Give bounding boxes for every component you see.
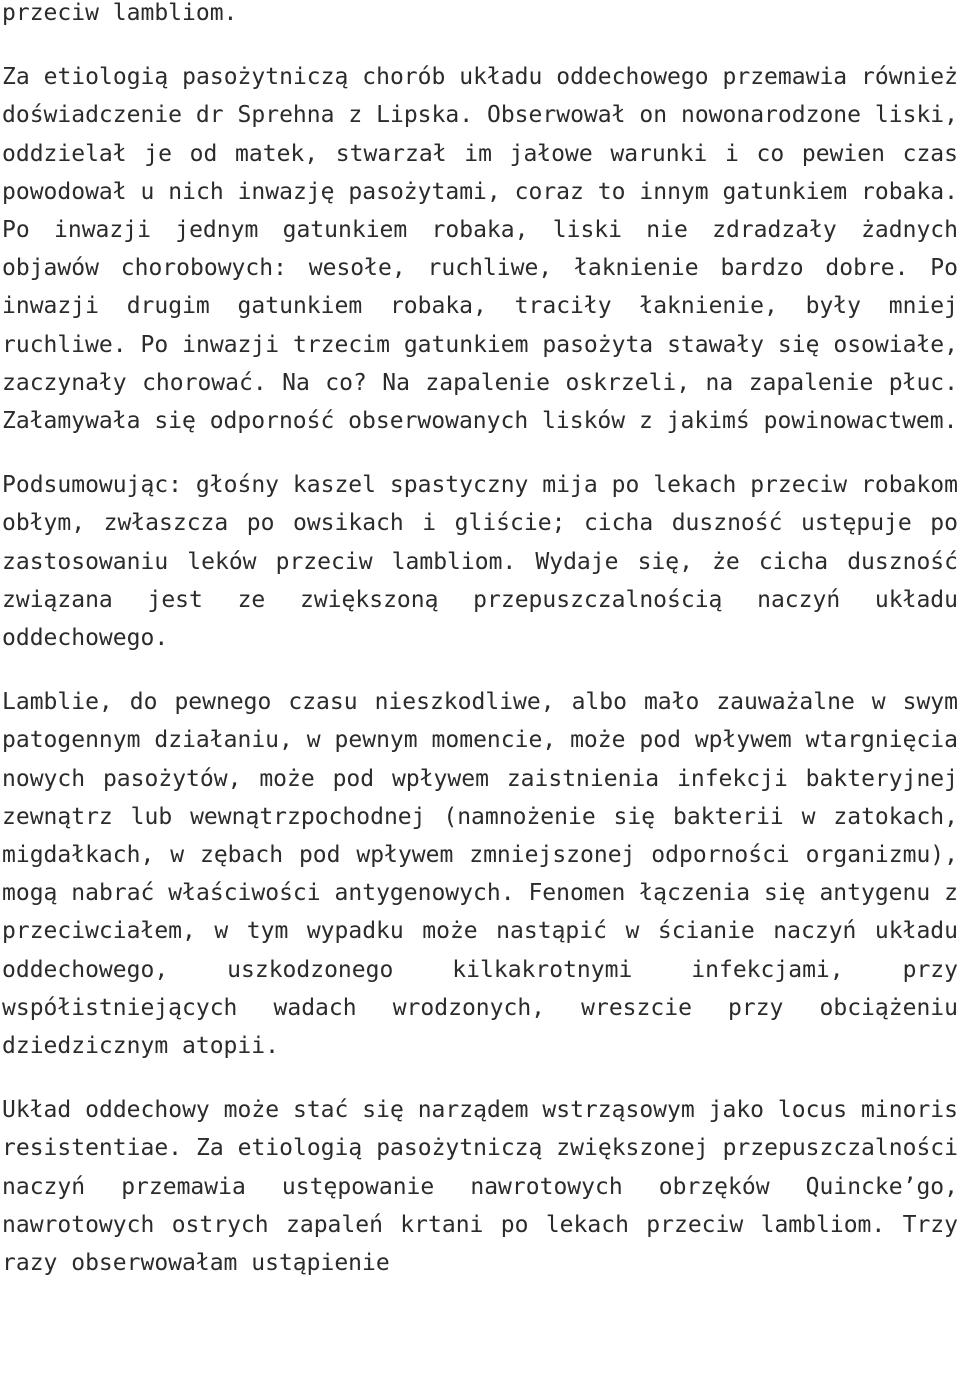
paragraph-lamblia: Lamblie, do pewnego czasu nieszkodliwe, albo mało zauważalne w swym patogennym działaniu, w pewnym momencie, może pod wpływem wtargnięcia nowych pasożytów, może pod wpływem zaistnienia infekcji bakteryjnej zewnątrz lub wewnątrzpochodnej (namnożenie się bakterii w zatokach, migdałkach, w zębach pod wpływem zmniejszonej odporności organizmu), mogą nabrać właściwości antygenowych. Fenomen łączenia się antygenu z przeciwciałem, w tym wypadku może nastąpić w ścianie naczyń układu oddechowego, uszkodzonego kilkakrotnymi infekcjami, przy współistniejących wadach wrodzonych, wreszcie przy obciążeniu dziedzicznym atopii. [2, 689, 958, 1060]
paragraph-sprehn-experiment: Za etiologią pasożytniczą chorób układu oddechowego przemawia również doświadczenie dr Sprehna z Lipska. Obserwował on nowonarodzone liski, oddzielał je od matek, stwarzał im jałowe warunki i co pewien czas powodował u nich inwazję pasożytami, coraz to innym gatunkiem robaka. Po inwazji jednym gatunkiem robaka, liski nie zdradzały żadnych objawów chorobowych: wesołe, ruchliwe, łaknienie bardzo dobre. Po inwazji drugim gatunkiem robaka, traciły łaknienie, były mniej ruchliwe. Po inwazji trzecim gatunkiem pasożyta stawały się osowiałe, zaczynały chorować. Na co? Na zapalenie oskrzeli, na zapalenie płuc. Załamywała się odporność obserwowanych lisków z jakimś powinowactwem. [2, 64, 958, 435]
paragraph-continuation: przeciw lambliom. [2, 0, 238, 26]
paragraph-respiratory-system: Układ oddechowy może stać się narządem wstrząsowym jako locus minoris resistentiae. Za etiologią pasożytniczą zwiększonej przepuszczalności naczyń przemawia ustępowanie nawrotowych obrzęków Quincke’go, nawrotowych ostrych zapaleń krtani po lekach przeciw lambliom. Trzy razy obserwowałam ustąpienie [2, 1097, 958, 1277]
document-page [2, 0, 958, 1382]
paragraph-summary: Podsumowując: głośny kaszel spastyczny mija po lekach przeciw robakom obłym, zwłaszcza po owsikach i gliście; cicha duszność ustępuje po zastosowaniu leków przeciw lambliom. Wydaje się, że cicha duszność związana jest ze zwiększoną przepuszczalnością naczyń układu oddechowego. [2, 472, 958, 652]
